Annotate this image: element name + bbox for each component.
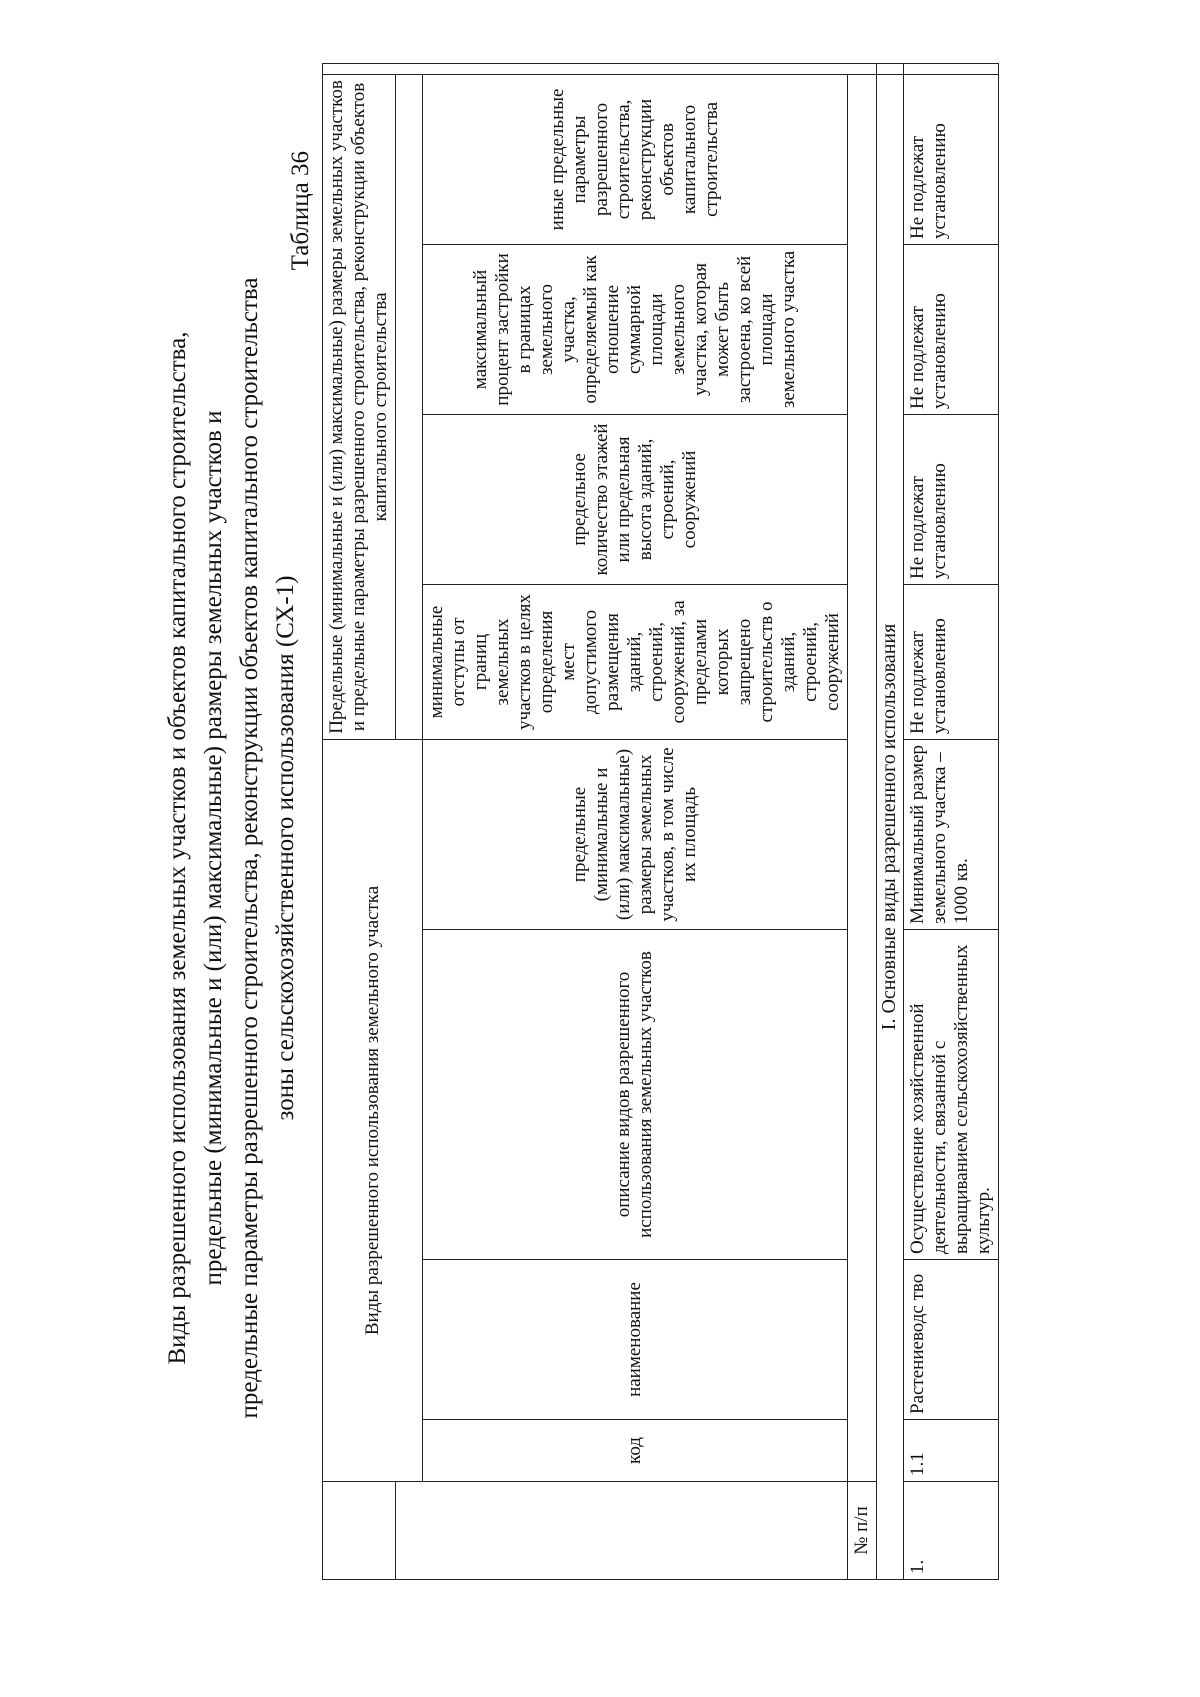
header-floors: предельное количество этажей или предельная высота зданий, строений, сооружений [423, 414, 848, 584]
row-floors: Не подлежат установлению [904, 414, 999, 584]
header-no-top [396, 1482, 848, 1580]
rotated-page [0, 48, 1200, 1648]
section-title: I. Основные виды разрешенного использования [877, 74, 904, 1579]
header-setbacks: минимальные отступы от границ земельных участков в целях определения мест допустимого размещения зданий, строений, сооружений, за пределами которых запрещено строительств о зданий, строений, сооружений [423, 584, 848, 739]
row-coverage: Не подлежат установлению [904, 244, 999, 414]
section-spacer [877, 63, 904, 74]
document-heading [160, 48, 304, 1648]
header-other: иные предельные параметры разрешенного строительства, реконструкции объектов капитального строительства [423, 74, 848, 244]
heading-line-4: зоны сельскохозяйственного использования (СХ-1) [272, 575, 299, 1121]
row-number: 1. [904, 1482, 999, 1580]
heading-line-2: предельные (минимальные и (или) максимальные) размеры земельных участков и [200, 410, 227, 1286]
header-bottom-rule [848, 74, 877, 1481]
regulations-table [322, 63, 999, 1580]
header-number: № п/п [848, 1482, 877, 1580]
row-plot-size: Минимальный размер земельного участка – 1000 кв. [904, 739, 999, 929]
row-spacer [904, 63, 999, 74]
header-code: код [423, 1420, 848, 1482]
header-coverage: максимальный процент застройки в границах земельного участка, определяемый как отношение суммарной площади земельного участка, которая может быть застроена, ко всей площади земельного участка [423, 244, 848, 414]
header-limits-spacer [396, 74, 423, 739]
header-plot-size: предельные (минимальные и (или) максимальные) размеры земельных участков, в том числе их площадь [423, 739, 848, 929]
heading-line-3: предельные параметры разрешенного строительства, реконструкции объектов капитального строительства [236, 277, 263, 1419]
table-row [904, 63, 999, 1579]
header-spacer-cell [323, 63, 877, 74]
section-row [877, 63, 904, 1579]
header-row-groups [323, 63, 396, 1579]
row-code: 1.1 [904, 1420, 999, 1482]
row-description: Осуществление хозяйственной деятельности, связанной с выращиванием сельскохозяйственных культур. [904, 930, 999, 1260]
header-name: наименование [423, 1260, 848, 1420]
table-caption: Таблица 36 [287, 151, 314, 271]
header-corner-cell [323, 1482, 396, 1580]
header-use-types: Виды разрешенного использования земельного участка [323, 739, 423, 1481]
header-description: описание видов разрешенного использования земельных участков [423, 930, 848, 1260]
header-row-number [848, 63, 877, 1579]
row-other: Не подлежат установлению [904, 74, 999, 244]
header-limits: Предельные (минимальные и (или) максимальные) размеры земельных участков и предельные параметры разрешенного строительства, реконструкции объектов капитального строительства [323, 74, 396, 739]
heading-line-1: Виды разрешенного использования земельных участков и объектов капитального строительства, [164, 331, 191, 1365]
row-name: Растениеводс тво [904, 1260, 999, 1420]
row-setbacks: Не подлежат установлению [904, 584, 999, 739]
header-row-columns [423, 63, 848, 1579]
